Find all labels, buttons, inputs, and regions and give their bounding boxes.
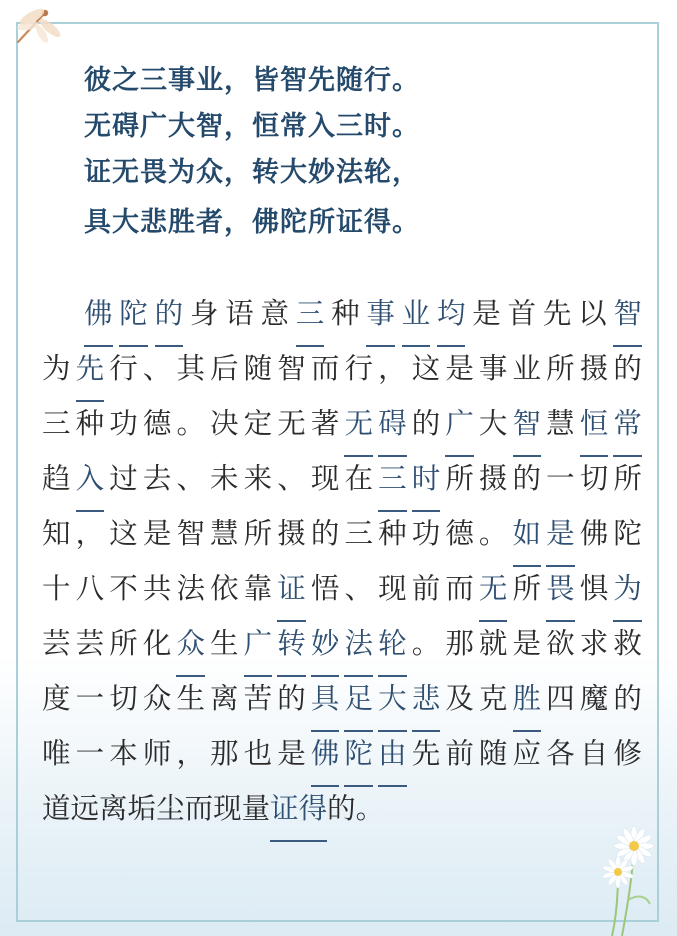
character: 是 [445, 352, 474, 385]
character: 先 [411, 737, 441, 770]
character: 法 [176, 572, 205, 605]
underlined-character: 事 [366, 292, 395, 347]
character: 的 [613, 682, 642, 715]
underlined-character: 众 [176, 622, 205, 677]
underlined-character: 先 [76, 347, 105, 402]
character: 而 [310, 352, 340, 385]
paragraph-line [42, 622, 642, 677]
character: 是 [277, 737, 306, 770]
character: 为 [42, 352, 71, 385]
underlined-character: 悲 [412, 677, 441, 732]
character: 那 [210, 737, 239, 770]
character: 克 [478, 682, 508, 715]
character: 著 [310, 407, 340, 440]
character: 的 [327, 792, 356, 825]
character: 事 [478, 352, 508, 385]
character: 现 [310, 462, 340, 495]
character: 靠 [243, 572, 273, 605]
character: ， [378, 352, 407, 385]
character: 离 [210, 682, 239, 715]
character: 及 [445, 682, 474, 715]
character: 德 [142, 407, 172, 440]
character: 意 [260, 297, 289, 330]
underlined-character: 智 [513, 402, 542, 457]
character: 后 [210, 352, 239, 385]
paragraph-line [42, 347, 642, 402]
character: 、 [176, 462, 205, 495]
character: 自 [579, 737, 609, 770]
paragraph-line [42, 512, 642, 567]
character: 芸 [42, 627, 71, 660]
character: 未 [210, 462, 239, 495]
character: 随 [243, 352, 273, 385]
character: 度 [42, 682, 71, 715]
paragraph-line [42, 402, 642, 457]
character: 苦 [243, 682, 273, 715]
character: 行 [109, 352, 138, 385]
character: 各 [546, 737, 575, 770]
character: 一 [75, 682, 105, 715]
character: 。 [411, 627, 441, 660]
character: 前 [445, 737, 474, 770]
character: 这 [109, 517, 138, 550]
character: 八 [75, 572, 105, 605]
underlined-character: 时 [412, 457, 441, 512]
underlined-character: 广 [244, 622, 273, 677]
underlined-character: 胜 [513, 677, 542, 732]
character: 的 [310, 517, 340, 550]
underlined-character: 陀 [119, 292, 148, 347]
character: 不 [109, 572, 138, 605]
character: 无 [277, 407, 306, 440]
character: 智 [277, 352, 306, 385]
character: 所 [546, 352, 575, 385]
character: 智 [176, 517, 205, 550]
character: 一 [546, 462, 575, 495]
character: 切 [109, 682, 138, 715]
character: 的 [613, 352, 642, 385]
character: 来 [243, 462, 273, 495]
character: 在 [344, 462, 373, 495]
character: 行 [344, 352, 373, 385]
dragonfly-icon [10, 4, 64, 48]
character: 趋 [42, 462, 71, 495]
underlined-character: 均 [437, 292, 466, 347]
character: 慧 [210, 517, 239, 550]
character: 的 [277, 682, 306, 715]
character: 芸 [75, 627, 105, 660]
character: 十 [42, 572, 71, 605]
underlined-character: 的 [155, 292, 184, 347]
character: 陀 [613, 517, 642, 550]
underlined-character: 三 [296, 292, 325, 347]
paragraph-line [42, 787, 642, 842]
character: 慧 [546, 407, 575, 440]
character: 欲 [546, 627, 575, 660]
verse-line: 具大悲胜者，佛陀所证得。 [84, 207, 420, 238]
character: 求 [579, 627, 609, 660]
character: 知 [42, 517, 71, 550]
character: 功 [411, 517, 441, 550]
character: 随 [478, 737, 508, 770]
character: 摄 [277, 517, 306, 550]
verse-line: 彼之三事业，皆智先随行。 [84, 65, 420, 96]
character: 现 [213, 792, 242, 825]
character: 所 [243, 517, 273, 550]
character: 垢 [127, 792, 157, 825]
character: 的 [512, 462, 542, 495]
character: 。 [478, 517, 508, 550]
character: 去 [142, 462, 172, 495]
underlined-character: 证 [270, 787, 299, 842]
character: 三 [42, 407, 71, 440]
character: 是 [142, 517, 172, 550]
underlined-character: 碍 [378, 402, 407, 457]
paragraph-line [42, 732, 642, 787]
underlined-character: 业 [402, 292, 431, 347]
character: 。 [176, 407, 205, 440]
character: 种 [331, 297, 360, 330]
character: 所 [109, 627, 138, 660]
character: 先 [542, 297, 572, 330]
character: 过 [109, 462, 138, 495]
character: 而 [184, 792, 214, 825]
underlined-character: 轮 [378, 622, 407, 677]
character: 定 [243, 407, 273, 440]
underlined-character: 常 [613, 402, 642, 457]
character: 首 [507, 297, 537, 330]
character: 、 [277, 462, 306, 495]
underlined-character: 畏 [546, 567, 575, 622]
underlined-character: 陀 [344, 732, 373, 787]
paragraph-line [42, 677, 642, 732]
underlined-character: 佛 [84, 292, 113, 347]
character: 是 [512, 627, 542, 660]
character: 应 [512, 737, 542, 770]
character: 悟 [310, 572, 340, 605]
character: 功 [109, 407, 138, 440]
character: 。 [355, 792, 385, 825]
character: 道 [42, 792, 71, 825]
underlined-character: 妙 [311, 622, 340, 677]
underlined-character: 无 [344, 402, 373, 457]
paragraph-line [42, 457, 642, 512]
character: 尘 [156, 792, 185, 825]
underlined-character: 转 [277, 622, 306, 677]
underlined-character: 证 [277, 567, 306, 622]
character: 摄 [478, 462, 508, 495]
character: 以 [578, 297, 607, 330]
character: 前 [411, 572, 441, 605]
character: 、 [142, 352, 172, 385]
character: 共 [142, 572, 172, 605]
character: 一 [75, 737, 105, 770]
underlined-character: 智 [613, 292, 642, 347]
character: 师 [142, 737, 172, 770]
character: 语 [225, 297, 254, 330]
character: 决 [210, 407, 239, 440]
character: 修 [613, 737, 642, 770]
underlined-character: 佛 [311, 732, 340, 787]
underlined-character: 法 [344, 622, 373, 677]
paragraph-line [42, 292, 642, 347]
character: 摄 [579, 352, 609, 385]
character: 的 [411, 407, 441, 440]
underlined-character: 足 [344, 677, 373, 732]
character: 众 [142, 682, 172, 715]
verse-line: 证无畏为众，转大妙法轮， [84, 157, 420, 188]
character: 化 [142, 627, 172, 660]
character: 这 [411, 352, 441, 385]
character: 离 [99, 792, 128, 825]
underlined-character: 三 [378, 457, 407, 512]
character: 种 [75, 407, 105, 440]
character: 切 [579, 462, 609, 495]
character: 生 [176, 682, 205, 715]
character: 大 [478, 407, 508, 440]
character: 是 [472, 297, 501, 330]
character: 佛 [579, 517, 609, 550]
character: 就 [478, 627, 508, 660]
underlined-character: 具 [311, 677, 340, 732]
character: 现 [378, 572, 407, 605]
character: 唯 [42, 737, 71, 770]
underlined-character: 得 [299, 787, 328, 842]
character: 惧 [579, 572, 609, 605]
character: ， [75, 517, 105, 550]
character: 三 [344, 517, 373, 550]
underlined-character: 为 [613, 567, 642, 622]
character: 其 [176, 352, 205, 385]
character: 德 [445, 517, 474, 550]
daisy-flower-icon [588, 808, 677, 936]
character: 魔 [579, 682, 609, 715]
underlined-character: 如 [513, 512, 542, 567]
character: 四 [546, 682, 575, 715]
underlined-character: 入 [76, 457, 105, 512]
underlined-character: 大 [378, 677, 407, 732]
character: 救 [613, 627, 642, 660]
verse-line: 无碍广大智，恒常入三时。 [84, 111, 420, 142]
character: 身 [189, 297, 219, 330]
character: 所 [512, 572, 542, 605]
character: 依 [210, 572, 239, 605]
character: ， [176, 737, 205, 770]
underlined-character: 由 [378, 732, 407, 787]
character: 而 [445, 572, 474, 605]
underlined-character: 广 [445, 402, 474, 457]
character: 所 [445, 462, 474, 495]
character: 也 [243, 737, 273, 770]
character: 本 [109, 737, 138, 770]
character: 业 [512, 352, 542, 385]
paragraph-line [42, 567, 642, 622]
character: 量 [241, 792, 271, 825]
character: 远 [70, 792, 100, 825]
underlined-character: 无 [479, 567, 508, 622]
character: 、 [344, 572, 373, 605]
character: 那 [445, 627, 474, 660]
verse-block [84, 58, 604, 246]
underlined-character: 恒 [580, 402, 609, 457]
character: 生 [210, 627, 239, 660]
character: 所 [613, 462, 642, 495]
character: 种 [378, 517, 407, 550]
commentary-paragraph [42, 292, 642, 842]
underlined-character: 是 [546, 512, 575, 567]
